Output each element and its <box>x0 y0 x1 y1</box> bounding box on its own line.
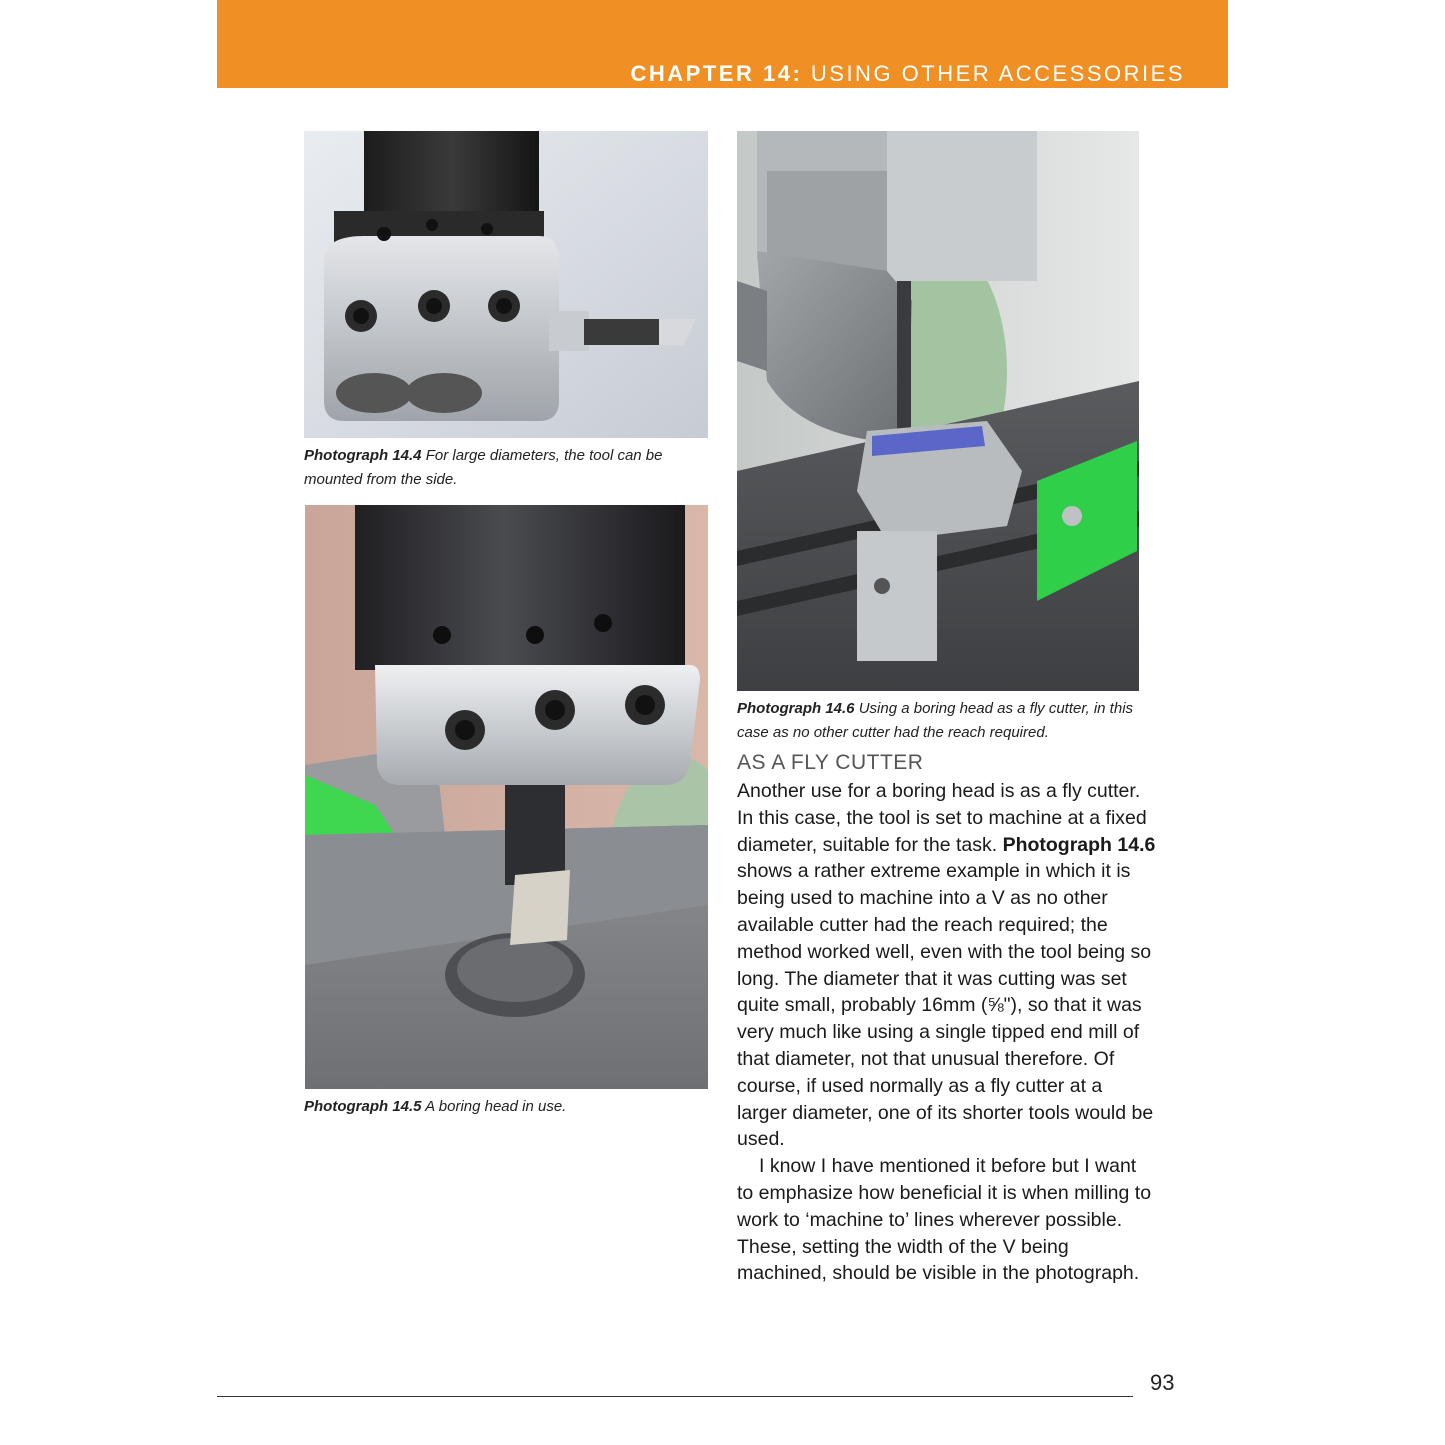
chapter-label: CHAPTER 14 <box>630 61 793 86</box>
caption-photograph-14-4 <box>304 444 704 492</box>
caption-label: Photograph 14.6 <box>737 700 855 717</box>
page-number: 93 <box>1150 1370 1175 1395</box>
caption-text: Using a boring head as a fly cutter, in this case as no other cutter had the reach required. <box>737 700 1134 741</box>
caption-photograph-14-6 <box>737 697 1147 745</box>
chapter-separator: : <box>792 61 803 86</box>
paragraph-1-part-b: shows a rather extreme example in which it is being used to machine into a V as no other available cutter had the reach required; the method worked well, even with the tool being so long. The diameter that it was cutting was set quite small, probably 16mm (⅝"), so that it was very much like using a single tipped end mill of that diameter, not that unusual therefore. Of course, if used normally as a fly cutter at a larger diameter, one of its shorter tools would be used. <box>737 860 1154 1151</box>
section-heading: AS A FLY CUTTER <box>737 751 924 774</box>
caption-label: Photograph 14.5 <box>304 1098 422 1115</box>
chapter-header-band <box>217 0 1228 88</box>
chapter-header-title <box>631 60 1185 88</box>
chapter-title: USING OTHER ACCESSORIES <box>802 61 1185 86</box>
body-paragraph-2: I know I have mentioned it before but I want to emphasize how beneficial it is when milling to work to ‘machine to’ lines wherever possible. These, setting the width of the V being machined, should be visible in the photograph. <box>737 1155 1152 1285</box>
photograph-14-5 <box>305 505 708 1089</box>
caption-photograph-14-5 <box>304 1095 704 1119</box>
body-paragraph-1 <box>737 778 1157 1153</box>
caption-text: For large diameters, the tool can be mounted from the side. <box>304 447 663 488</box>
paragraph-1-part-a: Another use for a boring head is as a fly cutter. In this case, the tool is set to machine at a fixed diameter, suitable for the task. <box>737 780 1147 856</box>
body-text <box>737 778 1157 1287</box>
photograph-14-6 <box>737 131 1139 691</box>
caption-label: Photograph 14.4 <box>304 447 422 464</box>
caption-text: A boring head in use. <box>421 1098 567 1115</box>
footer-rule <box>217 1396 1133 1397</box>
photograph-14-4 <box>304 131 708 438</box>
photograph-reference: Photograph 14.6 <box>1002 833 1156 856</box>
